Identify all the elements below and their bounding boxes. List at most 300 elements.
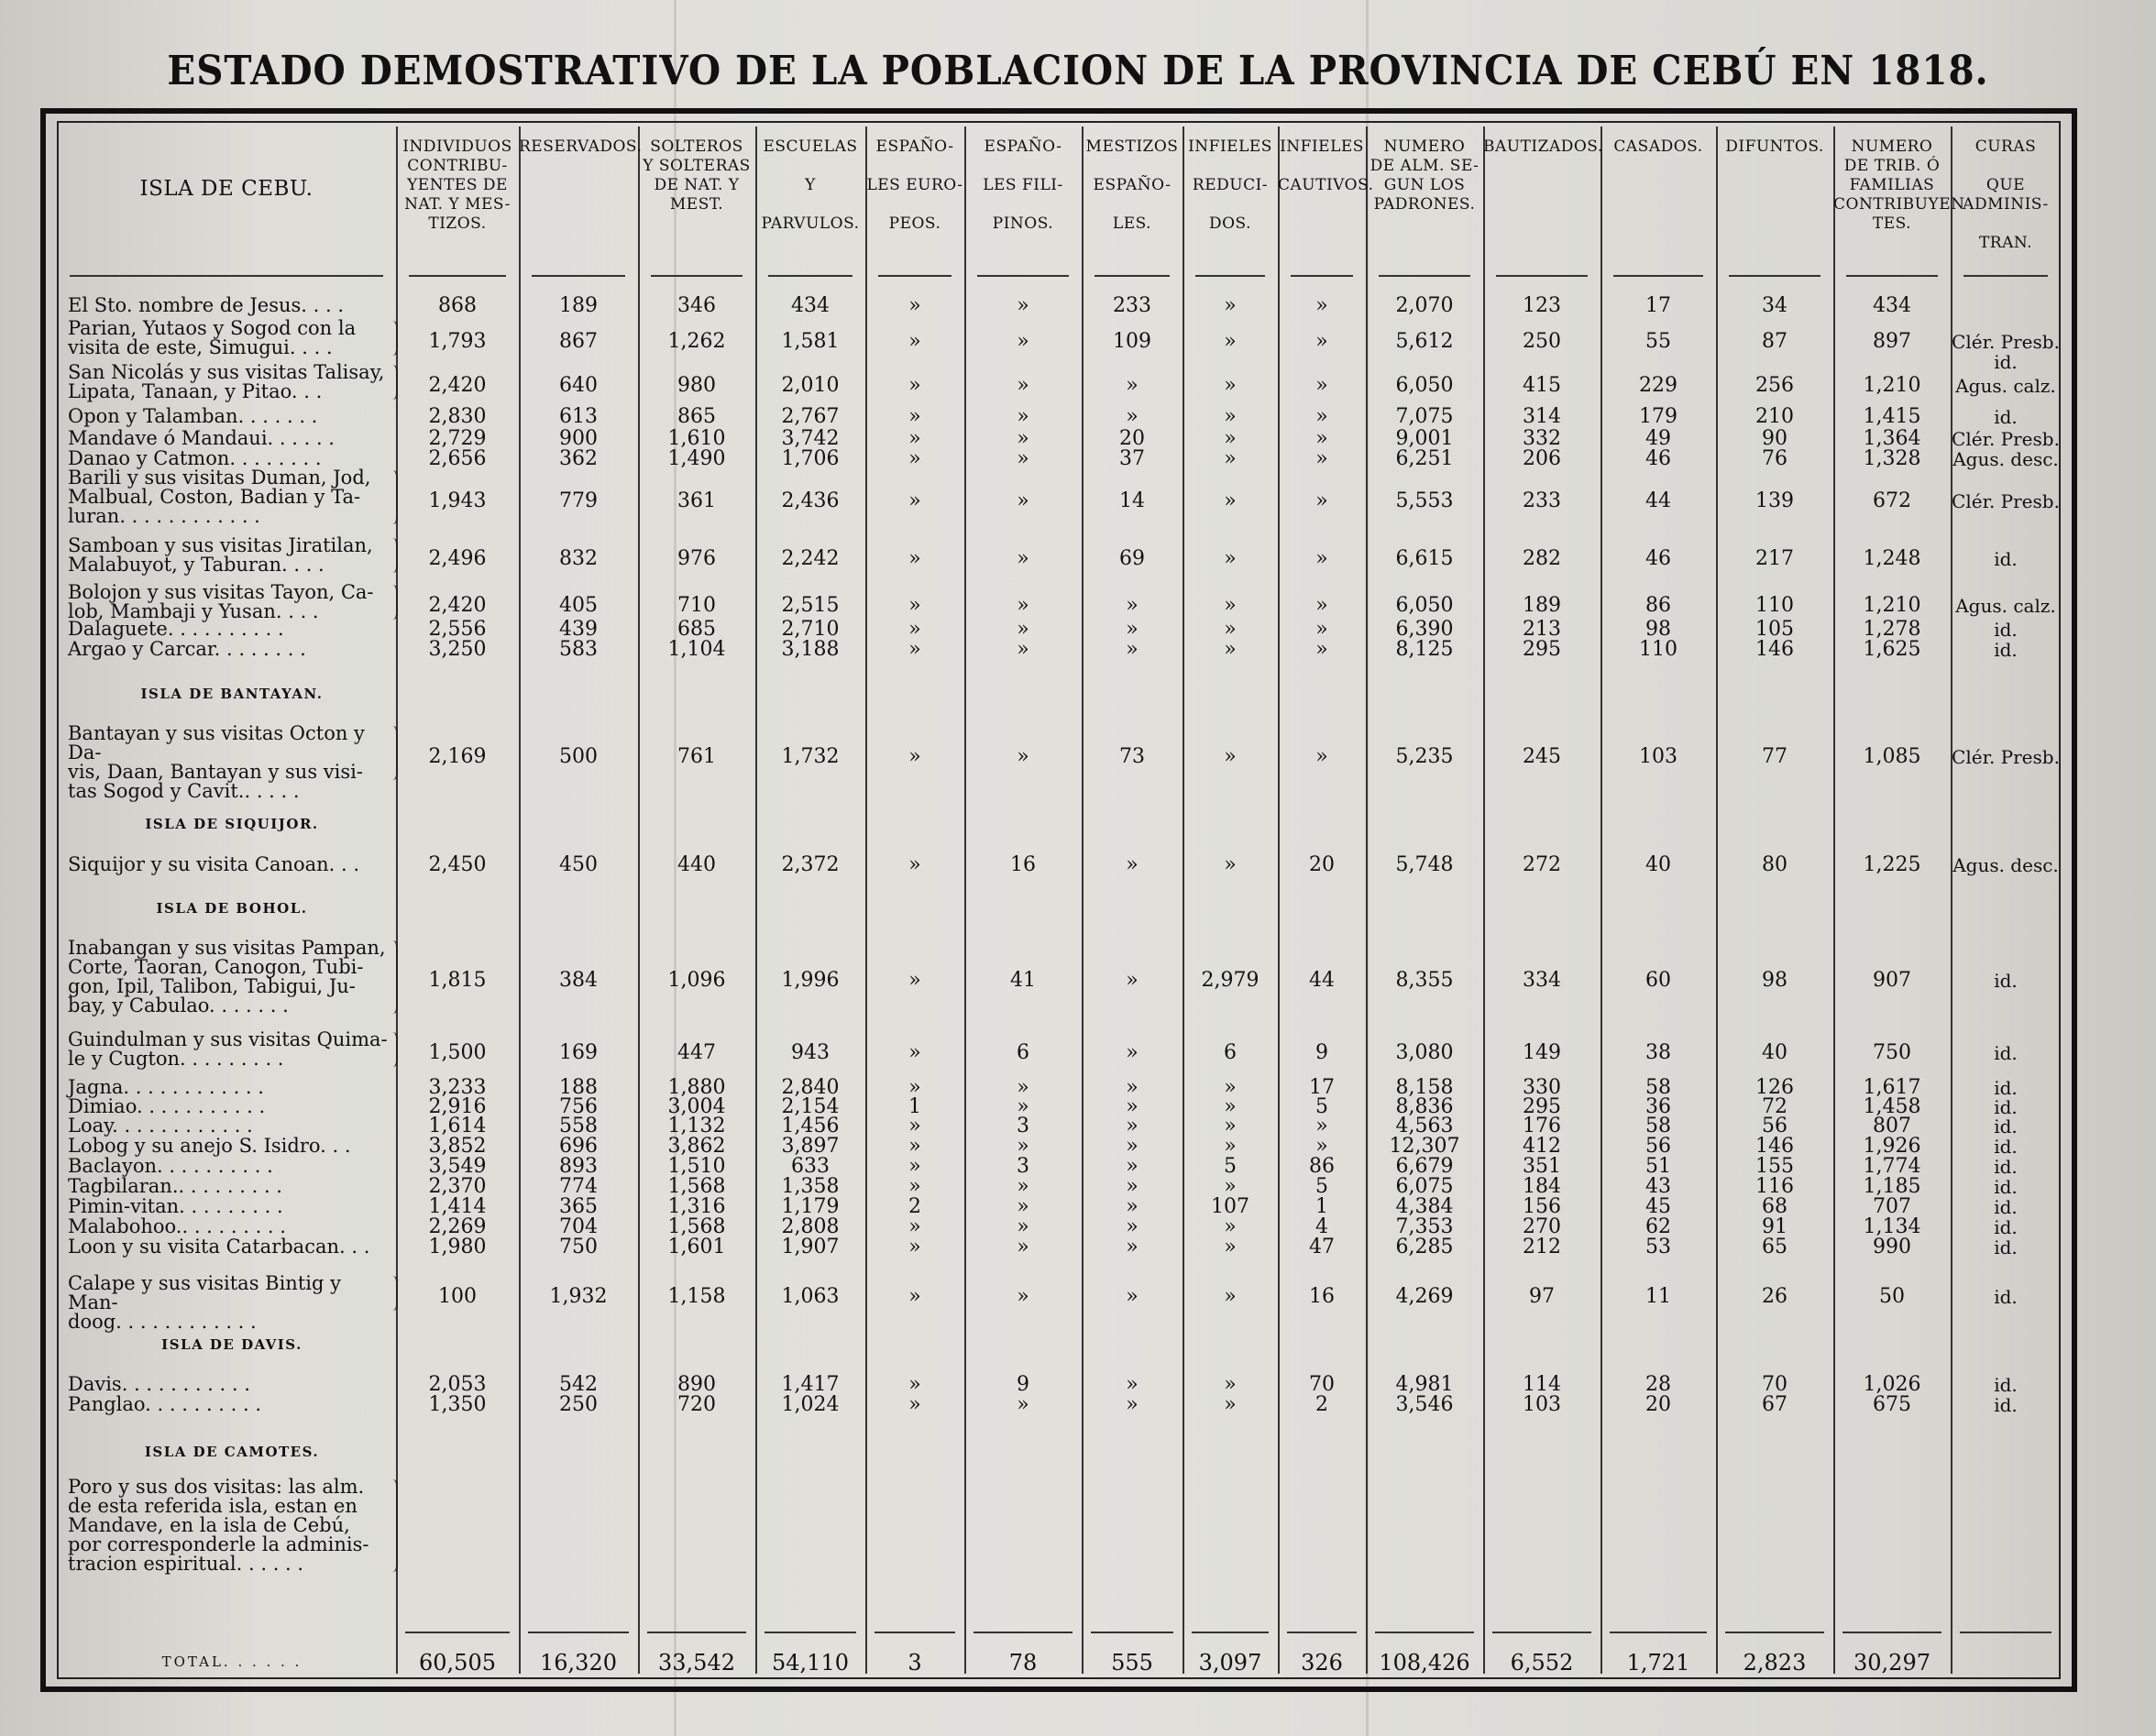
column-header: ESPAÑO- LES EURO- PEOS. [866,137,963,233]
data-cell: » [1224,594,1237,617]
data-cell: 5,612 [1395,330,1454,353]
data-cell: » [908,489,921,512]
curate-cell: Agus. calz. [1955,375,2056,397]
data-cell: 1,456 [781,1114,840,1137]
data-cell: » [908,374,921,397]
column-rule [1366,126,1368,1674]
data-cell: 70 [1309,1372,1335,1396]
data-cell: 7,353 [1395,1214,1454,1238]
data-cell: » [1315,744,1328,768]
data-cell: 710 [677,594,716,617]
data-cell: 103 [1639,744,1678,768]
data-cell: » [1315,1134,1328,1158]
data-cell: » [1224,1075,1237,1099]
place-name: Siquijor y su visita Canoan. . . [68,853,360,875]
data-cell: 330 [1523,1075,1561,1099]
data-cell: 47 [1309,1235,1335,1258]
data-cell: 1,490 [667,446,726,470]
data-cell: » [1017,374,1029,397]
data-cell: 5 [1224,1154,1237,1178]
data-cell: 633 [791,1154,830,1178]
place-name: Malabohoo.. . . . . . . . . [68,1215,286,1237]
data-cell: 16 [1010,852,1036,876]
data-cell: 2,830 [428,404,487,428]
data-cell: » [908,852,921,876]
section-heading: ISLA DE BOHOL. [156,900,308,917]
column-header: INFIELES REDUCI- DOS. [1188,137,1272,233]
data-cell: 1,096 [667,969,726,992]
data-cell: 114 [1523,1372,1561,1396]
data-cell: 6,390 [1395,617,1454,641]
curate-cell: id. [1994,970,2018,992]
curate-cell: Agus. calz. [1955,595,2056,617]
data-cell: 1,415 [1863,404,1921,428]
data-cell: 613 [559,404,598,428]
data-cell: 146 [1755,1134,1794,1158]
data-cell: » [1126,1041,1138,1064]
place-name: Loay. . . . . . . . . . . . [68,1115,253,1137]
data-cell: 1,732 [781,744,840,768]
data-cell: 70 [1762,1372,1788,1396]
data-cell: » [1224,330,1237,353]
data-cell: » [1126,1392,1138,1416]
data-cell: » [1017,1094,1029,1118]
data-cell: 2,420 [428,594,487,617]
data-cell: 107 [1211,1194,1249,1218]
data-cell: » [908,404,921,428]
data-cell: 1,907 [781,1235,840,1258]
data-cell: » [908,1285,921,1308]
total-cell: 3,097 [1198,1650,1262,1676]
data-cell: 439 [559,617,598,641]
data-cell: » [1126,1075,1138,1099]
data-cell: 7,075 [1395,404,1454,428]
data-cell: 761 [677,744,716,768]
data-cell: 2,916 [428,1094,487,1118]
total-rule [528,1632,629,1633]
data-cell: 26 [1762,1285,1788,1308]
data-cell: » [1017,637,1029,661]
data-cell: 50 [1879,1285,1905,1308]
total-cell: 16,320 [540,1650,617,1676]
data-cell: » [1017,293,1029,317]
data-cell: » [1224,446,1237,470]
column-rule [1182,126,1184,1674]
data-cell: » [908,1154,921,1178]
data-cell: » [1315,637,1328,661]
data-cell: » [1224,1114,1237,1137]
column-rule [1716,126,1718,1674]
data-cell: » [1017,1075,1029,1099]
data-cell: 779 [559,489,598,512]
data-cell: 17 [1645,293,1671,317]
data-cell: » [908,744,921,768]
place-name: Calape y sus visitas Bintig y Man- doog. . . . . . . . . . . . [68,1272,341,1333]
curate-cell: id. [1994,1195,2018,1218]
data-cell: 184 [1523,1174,1561,1198]
data-cell: » [1315,446,1328,470]
data-cell: » [1126,1285,1138,1308]
total-cell: 2,823 [1743,1650,1807,1676]
data-cell: 3 [1017,1154,1029,1178]
data-cell: » [1315,594,1328,617]
data-cell: 233 [1113,293,1151,317]
data-cell: 2,053 [428,1372,487,1396]
data-cell: » [908,330,921,353]
data-cell: » [908,1134,921,1158]
curate-cell: Clér. Presb. [1952,489,2060,512]
data-cell: 58 [1645,1114,1671,1137]
data-cell: 4,269 [1395,1285,1454,1308]
place-name: Poro y sus dos visitas: las alm. de esta referida isla, estan en Mandave, en la isla de Cebú, por corresponderle la adminis- tracion espiritual. . . . . . [68,1476,369,1575]
data-cell: 44 [1309,969,1335,992]
data-cell: » [1126,852,1138,876]
data-cell: 123 [1523,293,1561,317]
data-cell: 1,026 [1863,1372,1921,1396]
data-cell: 53 [1645,1235,1671,1258]
data-cell: 868 [438,293,477,317]
data-cell: 3,188 [781,637,840,661]
data-cell: 44 [1645,489,1671,512]
curate-cell: id. [1994,1175,2018,1198]
column-header: CASADOS. [1613,137,1703,156]
header-rule [977,275,1069,277]
column-rule [755,126,757,1674]
data-cell: 16 [1309,1285,1335,1308]
header-rule [70,275,383,277]
data-cell: 558 [559,1114,598,1137]
data-cell: » [1126,1094,1138,1118]
total-cell: 3 [908,1650,922,1676]
place-name: Barili y sus visitas Duman, Jod, Malbual, Coston, Badian y Ta- luran. . . . . . . . . . . . [68,467,371,527]
data-cell: » [1126,374,1138,397]
data-cell: 98 [1645,617,1671,641]
column-header: INDIVIDUOS CONTRIBU- YENTES DE NAT. Y MES- TIZOS. [402,137,512,233]
data-cell: 807 [1873,1114,1911,1137]
data-cell: 12,307 [1389,1134,1460,1158]
data-cell: 2,556 [428,617,487,641]
total-rule [647,1632,746,1633]
column-header: ISLA DE CEBU. [139,177,314,201]
curate-cell: Clér. Presb. id. [1952,331,2060,373]
data-cell: 100 [438,1285,477,1308]
data-cell: 250 [1523,330,1561,353]
data-cell: 6,679 [1395,1154,1454,1178]
data-cell: 233 [1523,489,1561,512]
data-cell: 212 [1523,1235,1561,1258]
data-cell: 3,897 [781,1134,840,1158]
data-cell: 3 [1017,1114,1029,1137]
total-rule [405,1632,510,1633]
column-header: NUMERO DE TRIB. Ó FAMILIAS CONTRIBUYEN TES. [1833,137,1965,233]
data-cell: 179 [1639,404,1678,428]
data-cell: » [1224,617,1237,641]
data-cell: 1,132 [667,1114,726,1137]
data-cell: » [1224,489,1237,512]
data-cell: 2,656 [428,446,487,470]
total-cell: 30,297 [1854,1650,1930,1676]
data-cell: 2,729 [428,426,487,450]
data-cell: » [1126,1194,1138,1218]
data-cell: » [1126,1134,1138,1158]
data-cell: » [1315,330,1328,353]
data-cell: » [1017,547,1029,570]
data-cell: 1,358 [781,1174,840,1198]
data-cell: 640 [559,374,598,397]
total-rule [1091,1632,1173,1633]
data-cell: 110 [1755,594,1794,617]
total-rule [1842,1632,1942,1633]
column-rule [865,126,867,1674]
place-name: El Sto. nombre de Jesus. . . . [68,294,345,316]
header-rule [651,275,742,277]
data-cell: 1,706 [781,446,840,470]
header-rule [409,275,506,277]
data-cell: 2,370 [428,1174,487,1198]
data-cell: 1,185 [1863,1174,1921,1198]
data-cell: 907 [1873,969,1911,992]
column-header: INFIELES CAUTIVOS. [1278,137,1374,194]
data-cell: 295 [1523,1094,1561,1118]
place-name: Davis. . . . . . . . . . . [68,1373,250,1395]
data-cell: 1,926 [1863,1134,1921,1158]
data-cell: 2,450 [428,852,487,876]
data-cell: » [1017,1174,1029,1198]
data-cell: 155 [1755,1154,1794,1178]
total-rule [1287,1632,1357,1633]
data-cell: » [1224,744,1237,768]
data-cell: 4 [1315,1214,1328,1238]
data-cell: 1,458 [1863,1094,1921,1118]
data-cell: 8,125 [1395,637,1454,661]
data-cell: 90 [1762,426,1788,450]
data-cell: » [1315,617,1328,641]
section-heading: ISLA DE SIQUIJOR. [145,816,319,832]
data-cell: 8,158 [1395,1075,1454,1099]
data-cell: » [1017,330,1029,353]
data-cell: 976 [677,547,716,570]
data-cell: 696 [559,1134,598,1158]
data-cell: » [908,1041,921,1064]
data-cell: 2,496 [428,547,487,570]
data-cell: 2,372 [781,852,840,876]
data-cell: » [1224,1392,1237,1416]
place-name: San Nicolás y sus visitas Talisay, Lipata, Tanaan, y Pitao. . . [68,361,385,402]
data-cell: 434 [791,293,830,317]
data-cell: 116 [1755,1174,1794,1198]
total-label: TOTAL. . . . . . [161,1654,302,1670]
data-cell: » [1126,1154,1138,1178]
data-cell: » [1126,1114,1138,1137]
data-cell: » [1126,1235,1138,1258]
data-cell: 139 [1755,489,1794,512]
data-cell: 1,568 [667,1214,726,1238]
data-cell: » [1224,426,1237,450]
data-cell: 2 [1315,1392,1328,1416]
total-cell: 33,542 [658,1650,735,1676]
data-cell: 98 [1762,969,1788,992]
column-rule [1833,126,1835,1674]
data-cell: 2,070 [1395,293,1454,317]
data-cell: 60 [1645,969,1671,992]
data-cell: 28 [1645,1372,1671,1396]
data-cell: 4,384 [1395,1194,1454,1218]
data-cell: 76 [1762,446,1788,470]
place-name: Dimiao. . . . . . . . . . . [68,1095,266,1117]
data-cell: 6,075 [1395,1174,1454,1198]
data-cell: 1,350 [428,1392,487,1416]
data-cell: 270 [1523,1214,1561,1238]
data-cell: 332 [1523,426,1561,450]
data-cell: » [1017,617,1029,641]
data-cell: 1,179 [781,1194,840,1218]
data-cell: 1,134 [1863,1214,1921,1238]
data-cell: » [1126,594,1138,617]
data-cell: » [1224,293,1237,317]
curate-cell: Agus. desc. [1952,853,2059,876]
total-rule [1960,1632,2052,1633]
data-cell: 707 [1873,1194,1911,1218]
data-cell: 2,269 [428,1214,487,1238]
data-cell: 672 [1873,489,1911,512]
data-cell: 3,546 [1395,1392,1454,1416]
data-cell: 65 [1762,1235,1788,1258]
data-cell: 1,625 [1863,637,1921,661]
section-heading: ISLA DE CAMOTES. [144,1444,320,1460]
curate-cell: Clér. Presb. [1952,745,2060,768]
place-name: Dalaguete. . . . . . . . . . [68,618,284,640]
data-cell: 86 [1645,594,1671,617]
data-cell: 245 [1523,744,1561,768]
data-cell: 685 [677,617,716,641]
header-rule [1291,275,1353,277]
data-cell: 3,080 [1395,1041,1454,1064]
column-rule [638,126,640,1674]
data-cell: 5,235 [1395,744,1454,768]
data-cell: 3,250 [428,637,487,661]
data-cell: » [1017,1194,1029,1218]
data-cell: 56 [1645,1134,1671,1158]
data-cell: » [1224,637,1237,661]
total-cell: 6,552 [1510,1650,1574,1676]
data-cell: 3,742 [781,426,840,450]
data-cell: 2,979 [1201,969,1260,992]
data-cell: 2 [908,1194,921,1218]
header-rule [1496,275,1588,277]
total-cell: 108,426 [1379,1650,1470,1676]
data-cell: 6,050 [1395,374,1454,397]
data-cell: 943 [791,1041,830,1064]
total-rule [874,1632,955,1633]
place-name: Mandave ó Mandaui. . . . . . [68,427,335,449]
data-cell: 6,050 [1395,594,1454,617]
data-cell: 46 [1645,547,1671,570]
data-cell: 334 [1523,969,1561,992]
data-cell: 405 [559,594,598,617]
total-rule [764,1632,856,1633]
data-cell: » [1224,404,1237,428]
data-cell: 73 [1119,744,1145,768]
data-cell: » [908,637,921,661]
data-cell: 169 [559,1041,598,1064]
data-cell: 5 [1315,1174,1328,1198]
data-cell: 542 [559,1372,598,1396]
header-rule [1379,275,1470,277]
data-cell: » [908,1392,921,1416]
data-cell: 450 [559,852,598,876]
data-cell: 2,767 [781,404,840,428]
data-cell: » [908,1174,921,1198]
header-rule [878,275,952,277]
data-cell: 40 [1762,1041,1788,1064]
data-cell: 1,774 [1863,1154,1921,1178]
data-cell: 890 [677,1372,716,1396]
column-header: SOLTEROS Y SOLTERAS DE NAT. Y MEST. [643,137,751,214]
data-cell: 1,581 [781,330,840,353]
data-cell: » [1017,1214,1029,1238]
data-cell: 1,210 [1863,374,1921,397]
data-cell: 675 [1873,1392,1911,1416]
place-name: Bolojon y sus visitas Tayon, Ca- lob, Mambaji y Yusan. . . . [68,581,374,622]
data-cell: 97 [1529,1285,1555,1308]
place-name: Bantayan y sus visitas Octon y Da- vis, Daan, Bantayan y sus visi- tas Sogod y Cavit.. . . . . [68,722,365,802]
header-rule [1613,275,1703,277]
data-cell: 1,316 [667,1194,726,1218]
data-cell: 2,169 [428,744,487,768]
data-cell: 447 [677,1041,716,1064]
data-cell: 6,251 [1395,446,1454,470]
data-cell: 51 [1645,1154,1671,1178]
data-cell: 5,748 [1395,852,1454,876]
data-cell: 55 [1645,330,1671,353]
place-name: Loon y su visita Catarbacan. . . [68,1236,370,1258]
data-cell: 11 [1645,1285,1671,1308]
column-header: NUMERO DE ALM. SE- GUN LOS PADRONES. [1370,137,1480,214]
data-cell: 1,063 [781,1285,840,1308]
data-cell: 774 [559,1174,598,1198]
data-cell: 17 [1309,1075,1335,1099]
data-cell: 1,414 [428,1194,487,1218]
curate-cell: id. [1994,1236,2018,1258]
data-cell: » [1224,1094,1237,1118]
data-cell: 867 [559,330,598,353]
data-cell: 188 [559,1075,598,1099]
data-cell: 20 [1309,852,1335,876]
data-cell: 6,285 [1395,1235,1454,1258]
data-cell: 217 [1755,547,1794,570]
data-cell: 43 [1645,1174,1671,1198]
data-cell: 440 [677,852,716,876]
place-name: Guindulman y sus visitas Quima- le y Cugton. . . . . . . . . [68,1028,388,1070]
data-cell: 1,996 [781,969,840,992]
curate-cell: id. [1994,1135,2018,1158]
data-cell: » [1017,404,1029,428]
data-cell: 72 [1762,1094,1788,1118]
data-cell: » [908,617,921,641]
data-cell: 126 [1755,1075,1794,1099]
curate-cell: Agus. desc. [1952,447,2059,470]
data-cell: 189 [1523,594,1561,617]
curate-cell: id. [1994,1095,2018,1118]
data-cell: 500 [559,744,598,768]
data-cell: 2,242 [781,547,840,570]
data-cell: » [1224,1285,1237,1308]
total-rule [1192,1632,1269,1633]
data-cell: » [1017,446,1029,470]
data-cell: » [1224,374,1237,397]
data-cell: » [908,1075,921,1099]
data-cell: 720 [677,1392,716,1416]
